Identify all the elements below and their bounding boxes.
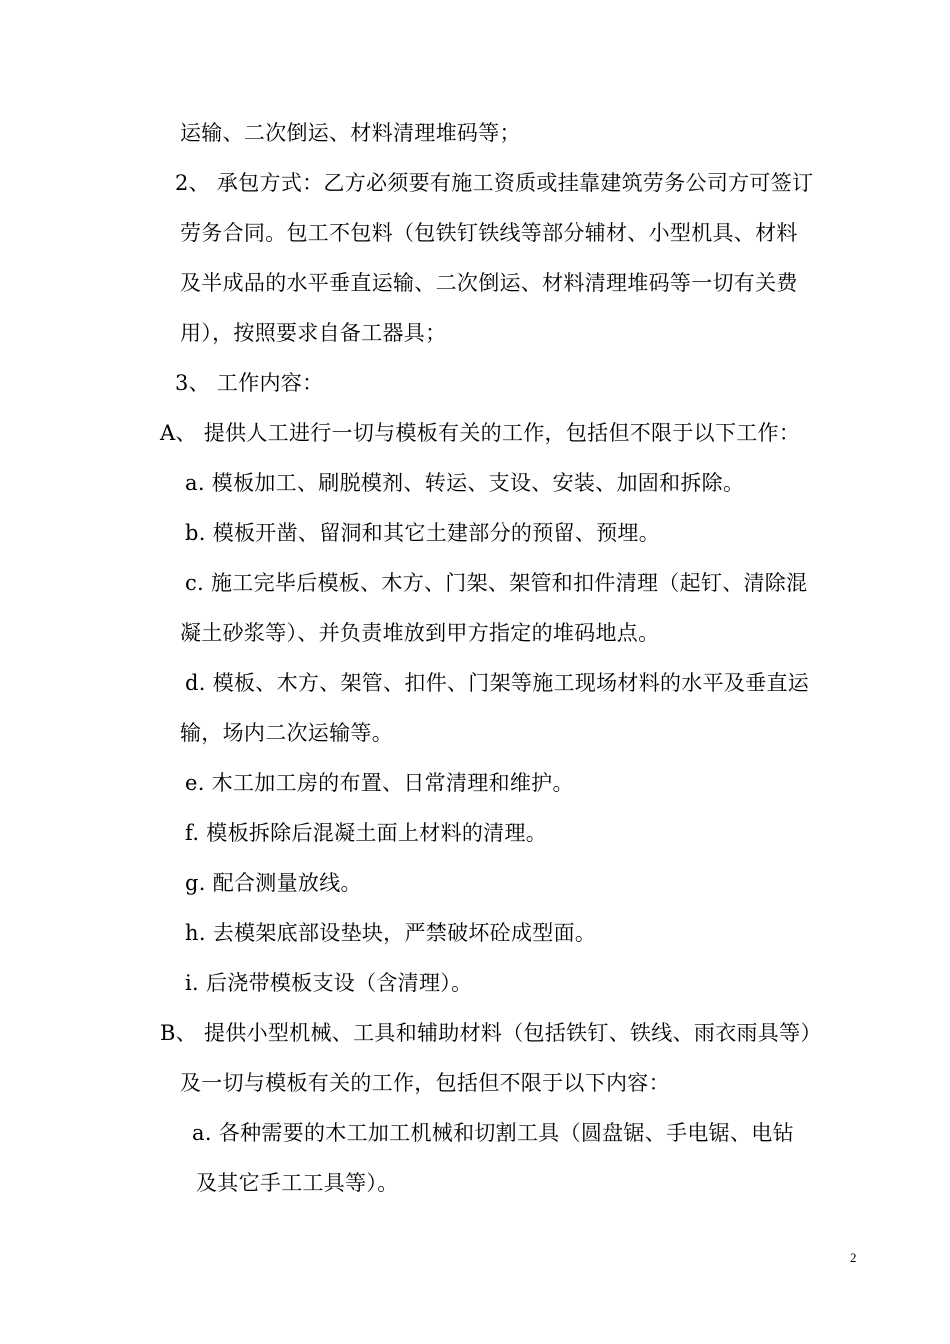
text-line: 及半成品的水平垂直运输、二次倒运、材料清理堆码等一切有关费 xyxy=(180,271,798,295)
text-line: a. 各种需要的木工加工机械和切割工具（圆盘锯、手电锯、电钻 xyxy=(192,1121,794,1145)
text-line: 劳务合同。包工不包料（包铁钉铁线等部分辅材、小型机具、材料 xyxy=(180,221,798,245)
text-line: h. 去模架底部设垫块，严禁破坏砼成型面。 xyxy=(185,921,597,945)
text-line: A、 提供人工进行一切与模板有关的工作，包括但不限于以下工作： xyxy=(160,421,801,445)
page-number: 2 xyxy=(850,1250,857,1265)
text-line: 用），按照要求自备工器具； xyxy=(180,321,447,345)
text-line: i. 后浇带模板支设（含清理）。 xyxy=(185,971,473,995)
text-line: c. 施工完毕后模板、木方、门架、架管和扣件清理（起钉、清除混 xyxy=(185,571,808,595)
text-line: d. 模板、木方、架管、扣件、门架等施工现场材料的水平及垂直运 xyxy=(185,671,810,695)
text-line: 及其它手工工具等）。 xyxy=(196,1171,399,1195)
text-line: 运输、二次倒运、材料清理堆码等； xyxy=(180,121,521,145)
text-line: e. 木工加工房的布置、日常清理和维护。 xyxy=(185,771,574,795)
text-line: 3、 工作内容： xyxy=(175,371,324,395)
text-line: b. 模板开凿、留洞和其它土建部分的预留、预埋。 xyxy=(185,521,660,545)
text-line: B、 提供小型机械、工具和辅助材料（包括铁钉、铁线、雨衣雨具等） xyxy=(160,1021,822,1045)
text-line: 凝土砂浆等）、并负责堆放到甲方指定的堆码地点。 xyxy=(180,621,660,645)
text-line: 2、 承包方式：乙方必须要有施工资质或挂靠建筑劳务公司方可签订 xyxy=(175,171,814,195)
text-line: 及一切与模板有关的工作，包括但不限于以下内容： xyxy=(180,1071,670,1095)
text-line: f. 模板拆除后混凝土面上材料的清理。 xyxy=(185,821,548,845)
text-line: 输，场内二次运输等。 xyxy=(180,721,393,745)
text-line: g. 配合测量放线。 xyxy=(185,871,362,895)
text-line: a. 模板加工、刷脱模剂、转运、支设、安装、加固和拆除。 xyxy=(185,471,745,495)
